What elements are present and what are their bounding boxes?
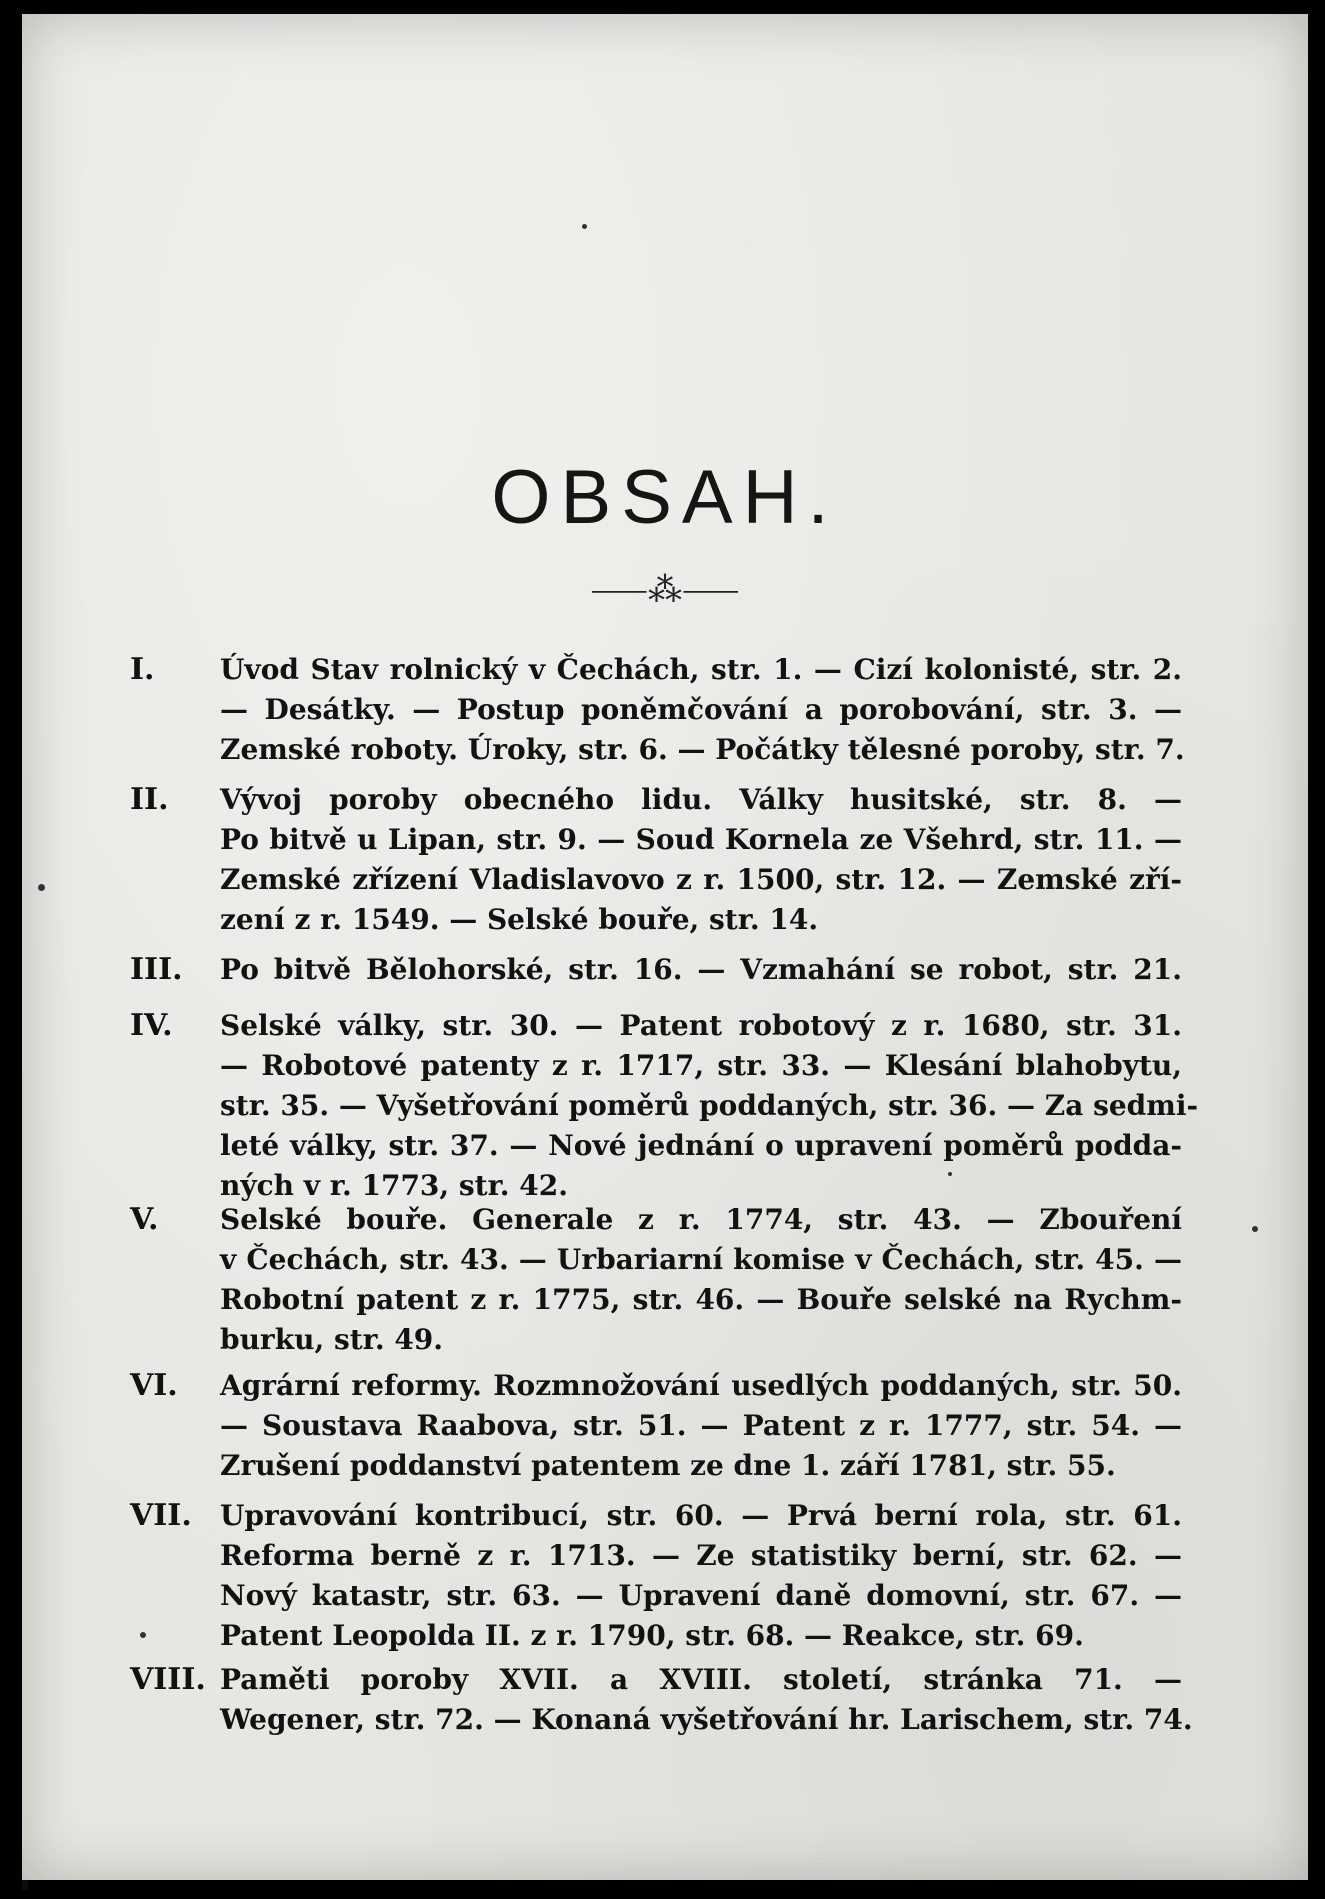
chapter-text [220,950,1182,990]
paper-speck [1252,1226,1258,1232]
chapter-text [220,1200,1182,1360]
text-line: Zemské zřízení Vladislavovo z r. 1500, str. 12. — Zemské zří- [220,863,1182,896]
text-line: Úvod Stav rolnický v Čechách, str. 1. — Cizí kolonisté, str. 2. [220,653,1182,686]
chapter-text [220,1660,1193,1740]
chapter-number: VIII. [130,1662,206,1697]
chapter-text [220,650,1185,770]
document-page [22,14,1308,1880]
text-line: — Desátky. — Postup poněmčování a porobování, str. 3. — [220,693,1182,726]
text-line: Upravování kontribucí, str. 60. — Prvá berní rola, str. 61. [220,1499,1182,1532]
text-line: — Robotové patenty z r. 1717, str. 33. — Klesání blahobytu, [220,1049,1182,1082]
chapter-number: VII. [130,1498,192,1533]
text-line: Po bitvě Bělohorské, str. 16. — Vzmahání se robot, str. 21. [220,953,1182,986]
chapter-number: V. [130,1202,159,1237]
title-ornament: ⸺⁂⸺ [590,570,740,610]
paper-speck [582,224,587,229]
text-line: Reforma berně z r. 1713. — Ze statistiky berní, str. 62. — [220,1539,1182,1572]
text-line: ných v r. 1773, str. 42. [220,1169,568,1202]
chapter-text [220,1496,1182,1656]
text-line: Selské války, str. 30. — Patent robotový z r. 1680, str. 31. [220,1009,1182,1042]
text-line: Robotní patent z r. 1775, str. 46. — Bouře selské na Rychm- [220,1283,1182,1316]
text-line: Selské bouře. Generale z r. 1774, str. 43. — Zbouření [220,1203,1182,1236]
chapter-number: III. [130,952,183,987]
page-title: OBSAH. [491,455,839,540]
text-line: str. 35. — Vyšetřování poměrů poddaných, str. 36. — Za sedmi- [220,1089,1199,1122]
text-line: — Soustava Raabova, str. 51. — Patent z r. 1777, str. 54. — [220,1409,1182,1442]
text-line: Po bitvě u Lipan, str. 9. — Soud Kornela ze Všehrd, str. 11. — [220,823,1182,856]
paper-speck [140,1632,146,1638]
chapter-text [220,1006,1199,1206]
chapter-number: VI. [130,1368,178,1403]
text-line: Zrušení poddanství patentem ze dne 1. září 1781, str. 55. [220,1449,1116,1482]
paper-speck [38,884,45,891]
text-line: Wegener, str. 72. — Konaná vyšetřování hr. Larischem, str. 74. [220,1703,1193,1736]
chapter-text [220,1366,1182,1486]
text-line: Agrární reformy. Rozmnožování usedlých poddaných, str. 50. [220,1369,1182,1402]
text-line: Nový katastr, str. 63. — Upravení daně domovní, str. 67. — [220,1579,1182,1612]
text-line: Paměti poroby XVII. a XVIII. století, stránka 71. — [220,1663,1182,1696]
text-line: Patent Leopolda II. z r. 1790, str. 68. — Reakce, str. 69. [220,1619,1084,1652]
text-line: v Čechách, str. 43. — Urbariarní komise v Čechách, str. 45. — [220,1243,1182,1276]
text-line: zení z r. 1549. — Selské bouře, str. 14. [220,903,819,936]
text-line: Zemské roboty. Úroky, str. 6. — Počátky tělesné poroby, str. 7. [220,733,1185,766]
text-line: burku, str. 49. [220,1323,444,1356]
text-line: leté války, str. 37. — Nové jednání o upravení poměrů podda- [220,1129,1182,1162]
text-line: Vývoj poroby obecného lidu. Války husitské, str. 8. — [220,783,1182,816]
chapter-text [220,780,1182,940]
chapter-number: IV. [130,1008,173,1043]
paper-speck [948,1172,952,1176]
chapter-number: II. [130,782,169,817]
chapter-number: I. [130,652,155,687]
